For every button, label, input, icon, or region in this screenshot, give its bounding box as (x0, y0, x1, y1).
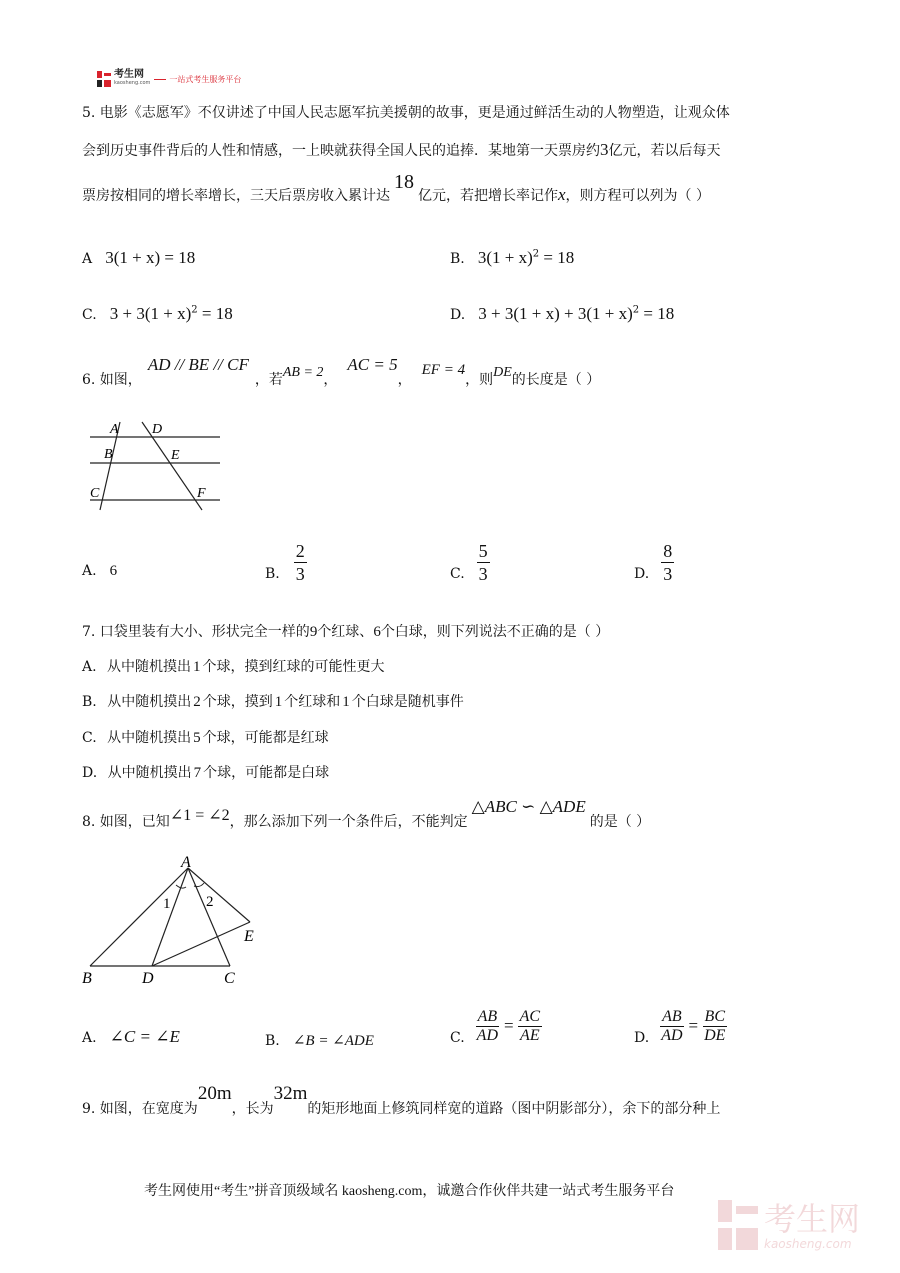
option-number: 2 (193, 694, 201, 710)
q8-option-d[interactable] (634, 1004, 727, 1048)
kaosheng-logo-icon (96, 70, 112, 88)
q5-initial-box-office: 3 (600, 140, 609, 159)
q5-option-b[interactable] (450, 248, 574, 269)
option-label: C. (450, 565, 465, 582)
option-fraction (294, 540, 307, 585)
q8-option-c[interactable] (450, 1004, 542, 1048)
option-label: A. (82, 659, 97, 675)
option-value: 6 (109, 563, 118, 579)
option-formula: 3(1 + x) (477, 248, 533, 267)
option-formula-end: = 18 (539, 248, 575, 267)
label-a: A (181, 854, 191, 871)
q7-option-d[interactable] (82, 763, 329, 783)
side-ae (188, 868, 250, 922)
header-logo (96, 70, 241, 88)
option-fraction-right (518, 1008, 542, 1045)
q7-text: 7. 口袋里装有大小、形状完全一样的 (82, 624, 310, 640)
fraction-numerator: 5 (478, 541, 488, 561)
option-number: 7 (193, 765, 202, 781)
option-label: B. (265, 565, 280, 582)
kaosheng-watermark-icon (716, 1198, 760, 1254)
q8-stem (82, 797, 651, 830)
option-fraction (477, 540, 490, 585)
side-ab (90, 868, 188, 966)
label-c: C (90, 486, 100, 501)
option-number: 5 (193, 730, 201, 746)
q9-text: 的矩形地面上修筑同样宽的道路（图中阴影部分），余下的部分种上 (307, 1101, 721, 1117)
label-f: F (197, 486, 206, 501)
option-exponent: 2 (191, 304, 198, 316)
option-text: 从中随机摸出 (107, 694, 192, 710)
option-label: B. (82, 694, 97, 710)
option-number: 1 (274, 694, 283, 710)
q6-option-b[interactable] (265, 540, 307, 585)
q9-text: ，长为 (231, 1101, 274, 1117)
fraction-denominator: 3 (478, 564, 488, 584)
footer-text: 考生网使用“考生”拼音顶级域名 kaosheng.com，诚邀合作伙伴共建一站式考生服务平台 (144, 1184, 675, 1199)
label-e: E (171, 448, 180, 463)
fraction-denominator: 3 (295, 564, 305, 584)
label-e: E (244, 928, 254, 945)
side-de (152, 922, 250, 966)
q5-line1: 5. 电影《志愿军》不仅讲述了中国人民志愿军抗美援朝的故事，更是通过鲜活生动的人物塑造，让观众体 (82, 105, 730, 121)
option-text: 个球，摸到 (202, 694, 273, 710)
q6-ac: AC = 5 (347, 355, 398, 374)
option-fraction-right (702, 1008, 727, 1045)
option-text: 从中随机摸出 (107, 730, 192, 746)
option-text: 个球，摸到红球的可能性更大 (202, 659, 385, 675)
option-exponent: 2 (532, 248, 540, 260)
q5-line2-text-b: 亿元，若以后每天 (608, 143, 721, 159)
q7-option-b[interactable] (82, 692, 464, 712)
option-text: 从中随机摸出 (107, 659, 192, 675)
option-label: B. (265, 1033, 280, 1049)
q6-prefix: 6. 如图， (82, 372, 142, 388)
option-formula: ∠B = ∠ADE (292, 1033, 374, 1049)
option-formula: 3 + 3(1 + x) + 3(1 + x) (478, 304, 633, 323)
option-text: 个红球和 (284, 694, 341, 710)
logo-name: 考生网 (114, 69, 144, 80)
q5-line2-text: 会到历史事件背后的人性和情感，一上映就获得全国人民的追捧．某地第一天票房约 (82, 143, 600, 159)
fraction-numerator: AB (662, 1007, 682, 1025)
q9-length: 32m (273, 1083, 308, 1104)
option-formula: ∠C = ∠E (109, 1027, 180, 1046)
fraction-numerator: 8 (663, 541, 673, 561)
q8-figure (80, 850, 280, 990)
q7-text: 个红球、 (317, 624, 374, 640)
option-text: 个球，可能都是红球 (202, 730, 329, 746)
option-exponent: 2 (632, 304, 640, 316)
option-text: 个球，可能都是白球 (203, 765, 330, 781)
q6-figure (82, 416, 232, 516)
fraction-denominator: AE (520, 1026, 540, 1044)
option-number: 1 (342, 694, 350, 710)
q7-red-count: 9 (309, 624, 318, 640)
option-text: 从中随机摸出 (107, 765, 192, 781)
label-a: A (110, 422, 119, 437)
option-label: D. (82, 765, 98, 781)
option-label: A. (82, 1030, 97, 1046)
option-fraction-left (475, 1008, 500, 1045)
q6-parallel-lines: AD // BE // CF (147, 355, 249, 374)
q8-text: 8. 如图，已知 (82, 814, 170, 830)
label-angle-1: 1 (163, 896, 171, 912)
fraction-numerator: AC (519, 1007, 541, 1025)
q7-text: 个白球，则下列说法不正确的是（ ） (380, 624, 610, 640)
watermark-domain: kaosheng.com (764, 1237, 852, 1251)
q6-de: DE (493, 365, 512, 380)
option-label: B. (450, 251, 465, 267)
label-angle-2: 2 (206, 894, 214, 910)
label-b: B (104, 447, 113, 462)
q7-option-c[interactable] (82, 728, 329, 748)
fraction-denominator: DE (704, 1026, 726, 1044)
option-fraction (661, 540, 674, 585)
q6-text-end: 的长度是（ ） (511, 372, 601, 388)
q5-line3 (82, 171, 710, 206)
q7-option-a[interactable] (82, 657, 385, 677)
option-label: C. (82, 730, 97, 746)
option-number: 1 (193, 659, 201, 675)
fraction-numerator: BC (704, 1007, 725, 1025)
q5-line3-text: 票房按相同的增长率增长，三天后票房收入累计达 (82, 188, 390, 204)
q9-text: 9. 如图，在宽度为 (82, 1101, 198, 1117)
option-label: D. (634, 1030, 650, 1046)
option-label: D. (450, 307, 466, 323)
side-ac (188, 868, 230, 966)
q5-option-c[interactable] (82, 304, 233, 325)
q7-stem (82, 622, 609, 642)
option-fraction-left (659, 1008, 684, 1045)
q8-similarity: △ABC ∽ △ADE (471, 797, 586, 816)
label-d: D (152, 422, 163, 437)
q7-white-count: 6 (373, 624, 381, 640)
q6-ef: EF = 4 (421, 362, 466, 378)
q8-option-b[interactable] (265, 1030, 374, 1051)
q6-option-a[interactable] (82, 560, 117, 581)
q6-text: ，若 (254, 372, 283, 388)
q5-total-box-office: 18 (394, 171, 414, 193)
fraction-denominator: AD (661, 1026, 683, 1044)
fraction-denominator: 3 (663, 564, 673, 584)
transversal-df (142, 422, 202, 510)
logo-slogan: 一站式考生服务平台 (169, 74, 242, 84)
q6-sep: ， (397, 372, 412, 388)
equals-sign: = (504, 1016, 514, 1035)
logo-domain: kaosheng.com (114, 80, 151, 86)
option-label: C. (450, 1030, 465, 1046)
watermark (716, 1198, 860, 1254)
q5-option-a[interactable] (82, 248, 195, 269)
q6-text: ，则 (465, 372, 494, 388)
option-formula-end: = 18 (639, 304, 675, 323)
option-formula-end: = 18 (197, 304, 233, 323)
q5-option-d[interactable] (450, 304, 674, 325)
q5-line2 (82, 140, 721, 161)
q9-stem (82, 1083, 721, 1117)
option-label: A (82, 251, 93, 267)
watermark-name: 考生网 (764, 1200, 861, 1238)
fraction-numerator: AB (477, 1007, 498, 1025)
option-formula: 3 + 3(1 + x) (109, 304, 192, 323)
q6-sep: ， (323, 372, 338, 388)
q5-var-x: x (558, 185, 566, 204)
label-d: D (142, 970, 154, 987)
q9-width: 20m (197, 1083, 232, 1104)
option-label: C. (82, 307, 97, 323)
option-formula: 3(1 + x) = 18 (105, 248, 196, 267)
q8-angle-condition: ∠1 = ∠2 (169, 807, 230, 824)
q5-line3-text-c: ，则方程可以列为（ ） (565, 188, 710, 204)
q5-line3-text-b: 亿元，若把增长率记作 (418, 188, 558, 204)
side-ad (152, 868, 188, 966)
q6-option-c[interactable] (450, 540, 490, 585)
equals-sign: = (688, 1016, 699, 1035)
label-b: B (82, 970, 92, 987)
q8-text: 的是（ ） (589, 814, 651, 830)
option-label: D. (634, 565, 650, 582)
q6-stem (82, 355, 601, 388)
q6-option-d[interactable] (634, 540, 674, 585)
q8-option-a[interactable] (82, 1027, 180, 1048)
fraction-numerator: 2 (295, 541, 305, 561)
q8-text: ，那么添加下列一个条件后，不能判定 (229, 814, 468, 830)
option-text: 个白球是随机事件 (351, 694, 464, 710)
fraction-denominator: AD (476, 1026, 498, 1044)
label-c: C (224, 970, 235, 987)
option-label: A. (82, 563, 97, 579)
q6-ab: AB = 2 (282, 365, 324, 380)
